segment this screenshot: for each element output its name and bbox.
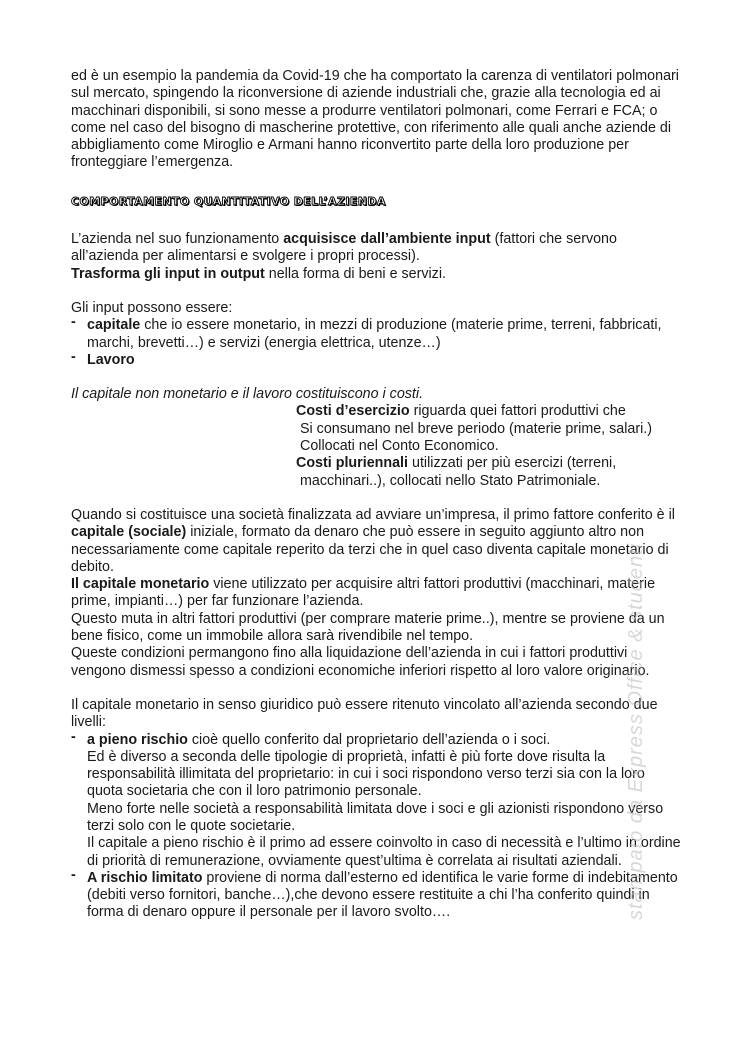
list-item — [71, 866, 681, 922]
inputs-list — [71, 314, 681, 369]
liquidazione-paragraph: Queste condizioni permangono fino alla liquidazione dell’azienda in cui i fattori produttivi vengono dismessi spesso a condizioni economiche inferiori rispetto al loro valore originario. — [71, 645, 650, 679]
pieno-rischio-line: a pieno rischio cioè quello conferito dal proprietario dell’azienda o i soci. — [87, 731, 551, 748]
dash-bullet-icon: - — [71, 348, 76, 365]
pieno-rischio-p2: Ed è diverso a seconda delle tipologie di proprietà, infatti è più forte dove risulta la responsabilità illimitata del proprietario: in cui i soci rispondono verso terzi sia con la loro quota societaria che con il loro patrimonio personale. — [87, 748, 645, 800]
muta-paragraph: Questo muta in altri fattori produttivi (per comprare materie prime..), mentre se proviene da un bene fisico, come un immobile allora sarà rivendibile nel tempo. — [71, 610, 665, 645]
costs-esercizio-line3: Collocati nel Conto Economico. — [300, 438, 499, 455]
costs-esercizio: Costi d’esercizio riguarda quei fattori produttivi che — [296, 403, 626, 420]
pieno-rischio-p3: Meno forte nelle società a responsabilità limitata dove i soci e gli azionisti rispondono verso terzi solo con le quote societarie. — [87, 800, 664, 834]
dash-bullet-icon: - — [71, 866, 76, 883]
intro-paragraph: ed è un esempio la pandemia da Covid-19 che ha comportato la carenza di ventilatori polmonari sul mercato, spingendo la riconversione di aziende industriali che, grazie alla tecnologia ed ai macchinari disponibili, si sono messe a produrre ventilatori polmonari, come Ferrari e FCA; o come nel caso del bisogno di mascherine protettive, con riferimento alle quali anche aziende di abbigliamento come Miroglio e Armani hanno riconvertito parte della loro produzione per fronteggiare l’emergenza. — [71, 68, 679, 171]
output-paragraph: Trasforma gli input in output nella forma di beni e servizi. — [71, 265, 446, 282]
list-item — [71, 728, 681, 870]
dash-bullet-icon: - — [71, 728, 76, 745]
inputs-heading: Gli input possono essere: — [71, 299, 233, 316]
dash-bullet-icon: - — [71, 314, 76, 331]
document-page — [71, 68, 681, 922]
costs-block — [296, 403, 681, 489]
watermark: stampato da Express Office & studenti — [625, 542, 647, 920]
costs-esercizio-line2: Si consumano nel breve periodo (materie prime, salari.) — [300, 420, 653, 437]
costs-italic-line: Il capitale non monetario e il lavoro costituiscono i costi. — [71, 386, 424, 403]
vincolato-intro: Il capitale monetario in senso giuridico può essere ritenuto vincolato all’azienda secondo due livelli: — [71, 696, 658, 731]
capitale-monetario-paragraph: Il capitale monetario viene utilizzato per acquisire altri fattori produttivi (macchinari, materie prime, impianti…) per far funzionare l’azienda. — [71, 576, 656, 610]
rischio-limitato-line: A rischio limitato proviene di norma dall’esterno ed identifica le varie forme di indebitamento (debiti verso fornitori, banche…),che devono essere restituite a chi l’ha conferito quindi in forma di denaro oppure il personale per il lavoro svolto…. — [87, 869, 678, 921]
costs-pluriennali-line2: macchinari..), collocati nello Stato Patrimoniale. — [300, 472, 601, 489]
list-item: - capitale che io essere monetario, in mezzi di produzione (materie prime, terreni, fabbricati, marchi, brevetti…) e servizi (energia elettrica, utenze…) — [71, 314, 662, 351]
section-title: COMPORTAMENTO QUANTITATIVO DELL’AZIENDA — [71, 194, 386, 208]
list-item: - Lavoro — [71, 348, 135, 368]
input-paragraph: L’azienda nel suo funzionamento acquisisce dall’ambiente input (fattori che servono all’azienda per alimentarsi e svolgere i propri processi). — [71, 231, 617, 265]
capitale-sociale-paragraph: Quando si costituisce una società finalizzata ad avviare un’impresa, il primo fattore conferito è il capitale (sociale) iniziale, formato da denaro che può essere in seguito aggiunto altro non necessariamente come capitale reperito da terzi che in quel caso diventa capitale monetario di debito. — [71, 506, 675, 575]
pieno-rischio-p4: Il capitale a pieno rischio è il primo ad essere coinvolto in caso di necessità e l’ultimo in ordine di priorità di remunerazione, ovviamente quest’ultima è correlata ai risultati aziendali. — [87, 835, 681, 869]
costs-pluriennali: Costi pluriennali utilizzati per più esercizi (terreni, — [296, 455, 617, 472]
